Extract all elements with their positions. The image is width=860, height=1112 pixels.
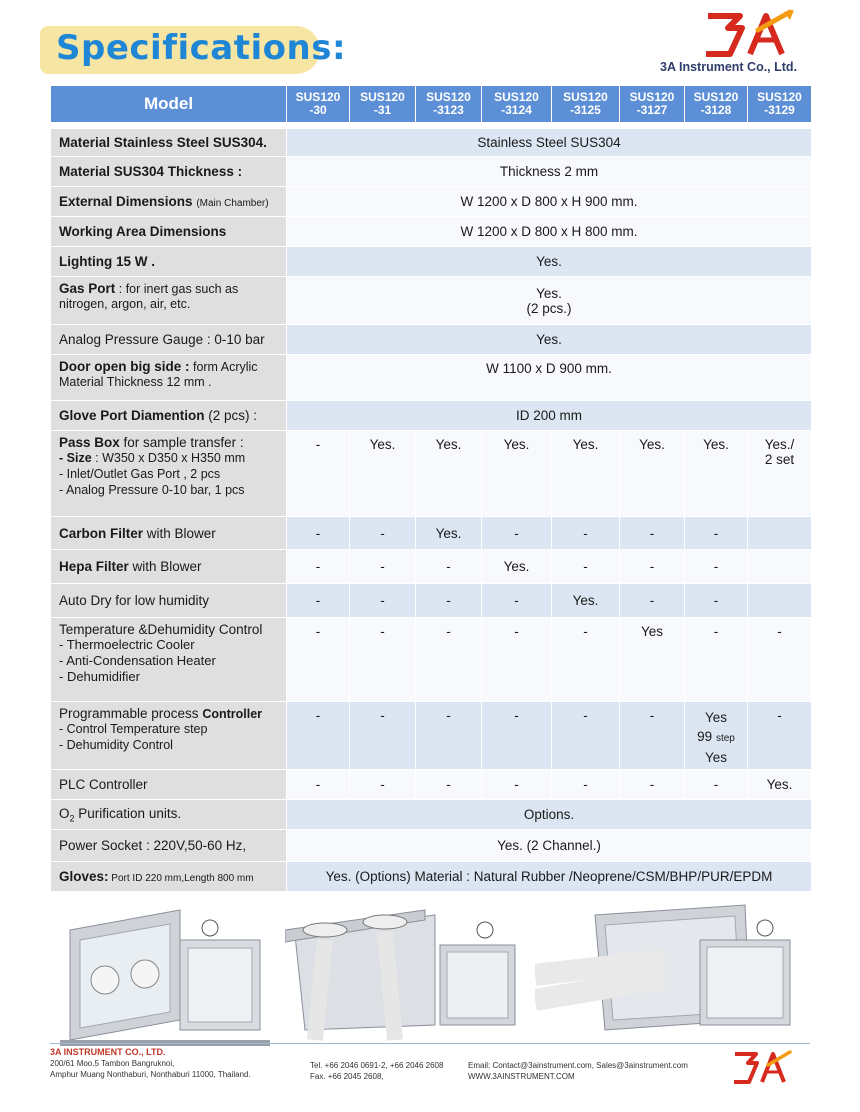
row-label: Hepa Filter with Blower: [51, 550, 287, 584]
row-value: ID 200 mm: [287, 401, 812, 431]
cell-value: -: [350, 702, 416, 770]
cell-value: -: [482, 702, 552, 770]
company-logo: [700, 6, 810, 62]
cell-value: -: [416, 584, 482, 618]
row-value: Yes.: [287, 325, 812, 355]
cell-value: Yes 99 step Yes: [685, 702, 748, 770]
model-code: SUS120 -30: [287, 86, 350, 123]
product-photos: [50, 900, 810, 1052]
table-row: [51, 277, 812, 325]
row-label: Pass Box for sample transfer : - Size : W350 x D350 x H350 mm - Inlet/Outlet Gas Port , 2 pcs - Analog Pressure 0-10 bar, 1 pcs: [51, 431, 287, 517]
row-label: External Dimensions (Main Chamber): [51, 187, 287, 217]
model-code: SUS120 -3128: [685, 86, 748, 123]
cell-value: -: [620, 770, 685, 800]
glovebox-photo-1: [50, 900, 290, 1052]
model-code: SUS120 -3129: [748, 86, 812, 123]
cell-value: -: [287, 550, 350, 584]
model-code: SUS120 -31: [350, 86, 416, 123]
row-value: Options.: [287, 800, 812, 830]
row-label: Material Stainless Steel SUS304.: [51, 129, 287, 157]
footer-phone: Tel. +66 2046 0691-2, +66 2046 2608 Fax. +66 2045 2608,: [310, 1061, 444, 1081]
cell-value: -: [685, 517, 748, 550]
row-label: $O_2$ Purification units.: [51, 800, 287, 830]
glovebox-photo-3: [535, 900, 810, 1052]
row-label: Material SUS304 Thickness :: [51, 157, 287, 187]
row-label: PLC Controller: [51, 770, 287, 800]
cell-value: -: [287, 517, 350, 550]
row-value: W 1100 x D 900 mm.: [287, 355, 812, 401]
table-row: [51, 217, 812, 247]
table-row: [51, 517, 812, 550]
cell-value: -: [350, 618, 416, 702]
row-label: Power Socket : 220V,50-60 Hz,: [51, 830, 287, 862]
page-title: Specifications:: [56, 28, 347, 68]
cell-value: -: [620, 702, 685, 770]
table-row: [51, 830, 812, 862]
table-row: [51, 862, 812, 892]
cell-value: -: [552, 770, 620, 800]
footer-logo: [730, 1048, 800, 1088]
cell-value: -: [685, 550, 748, 584]
company-name: 3A Instrument Co., Ltd.: [660, 60, 798, 74]
cell-value: -: [416, 770, 482, 800]
cell-value: -: [552, 702, 620, 770]
row-label: Working Area Dimensions: [51, 217, 287, 247]
model-code: SUS120 -3123: [416, 86, 482, 123]
cell-value: Yes.: [350, 431, 416, 517]
table-row: [51, 584, 812, 618]
table-row: [51, 800, 812, 830]
cell-value: Yes./ 2 set: [748, 431, 812, 517]
cell-value: -: [482, 770, 552, 800]
cell-value: -: [748, 702, 812, 770]
table-row: [51, 702, 812, 770]
cell-value: -: [620, 517, 685, 550]
table-row: [51, 770, 812, 800]
cell-value: -: [552, 517, 620, 550]
row-label: Door open big side : form Acrylic Material Thickness 12 mm .: [51, 355, 287, 401]
cell-value: -: [287, 584, 350, 618]
table-row: [51, 355, 812, 401]
row-value: Thickness 2 mm: [287, 157, 812, 187]
spec-table: [50, 85, 812, 892]
row-label: Gas Port : for inert gas such as nitrogen, argon, air, etc.: [51, 277, 287, 325]
row-label: Lighting 15 W .: [51, 247, 287, 277]
cell-value: -: [748, 618, 812, 702]
row-value: Yes.: [287, 247, 812, 277]
table-row: [51, 550, 812, 584]
row-label: Glove Port Diamention (2 pcs) :: [51, 401, 287, 431]
cell-value: -: [482, 618, 552, 702]
row-label: Programmable process Controller - Control Temperature step - Dehumidity Control: [51, 702, 287, 770]
model-code: SUS120 -3124: [482, 86, 552, 123]
cell-value: -: [350, 584, 416, 618]
table-row: [51, 431, 812, 517]
table-row: [51, 401, 812, 431]
model-header: Model: [51, 86, 287, 123]
cell-value: -: [287, 770, 350, 800]
cell-value: Yes.: [416, 517, 482, 550]
row-value: Stainless Steel SUS304: [287, 129, 812, 157]
model-code: SUS120 -3127: [620, 86, 685, 123]
row-label: Analog Pressure Gauge : 0-10 bar: [51, 325, 287, 355]
cell-value: -: [287, 431, 350, 517]
row-value: Yes. (2 pcs.): [287, 277, 812, 325]
cell-value: -: [416, 550, 482, 584]
cell-value: -: [350, 550, 416, 584]
table-row: [51, 247, 812, 277]
cell-value: Yes: [620, 618, 685, 702]
cell-value: Yes.: [416, 431, 482, 517]
row-label: Temperature &Dehumidity Control - Thermoelectric Cooler - Anti-Condensation Heater - Dehumidifier: [51, 618, 287, 702]
table-row: [51, 325, 812, 355]
cell-value: Yes.: [552, 584, 620, 618]
row-value: Yes. (Options) Material : Natural Rubber /Neoprene/CSM/BHP/PUR/EPDM: [287, 862, 812, 892]
cell-value: Yes.: [552, 431, 620, 517]
row-label: Gloves: Port ID 220 mm,Length 800 mm: [51, 862, 287, 892]
cell-value: -: [482, 517, 552, 550]
footer-divider: [50, 1043, 810, 1044]
cell-value: Yes.: [482, 550, 552, 584]
footer-address: 3A INSTRUMENT CO., LTD. 200/61 Moo.5 Tambon Bangruknoi, Amphur Muang Nonthaburi, Nonthaburi 11000, Thailand.: [50, 1047, 251, 1079]
cell-value: -: [552, 618, 620, 702]
cell-value: Yes.: [748, 770, 812, 800]
cell-value: -: [416, 702, 482, 770]
cell-value: -: [685, 584, 748, 618]
cell-value: -: [620, 550, 685, 584]
model-code: SUS120 -3125: [552, 86, 620, 123]
row-value: Yes. (2 Channel.): [287, 830, 812, 862]
row-value: W 1200 x D 800 x H 900 mm.: [287, 187, 812, 217]
cell-value: Yes.: [620, 431, 685, 517]
table-row: [51, 618, 812, 702]
row-value: W 1200 x D 800 x H 800 mm.: [287, 217, 812, 247]
cell-value: Yes.: [685, 431, 748, 517]
cell-value: -: [287, 618, 350, 702]
row-label: Carbon Filter with Blower: [51, 517, 287, 550]
cell-value: -: [482, 584, 552, 618]
cell-value: -: [416, 618, 482, 702]
cell-value: -: [552, 550, 620, 584]
cell-value: [748, 550, 812, 584]
table-row: [51, 157, 812, 187]
table-row: [51, 129, 812, 157]
cell-value: -: [685, 618, 748, 702]
cell-value: [748, 517, 812, 550]
cell-value: -: [620, 584, 685, 618]
cell-value: -: [287, 702, 350, 770]
glovebox-photo-2: [285, 900, 535, 1052]
cell-value: [748, 584, 812, 618]
footer-contact: Email: Contact@3ainstrument.com, Sales@3ainstrument.com WWW.3AINSTRUMENT.COM: [468, 1061, 688, 1081]
cell-value: -: [350, 770, 416, 800]
table-row: [51, 187, 812, 217]
cell-value: -: [685, 770, 748, 800]
cell-value: Yes.: [482, 431, 552, 517]
row-label: Auto Dry for low humidity: [51, 584, 287, 618]
cell-value: -: [350, 517, 416, 550]
